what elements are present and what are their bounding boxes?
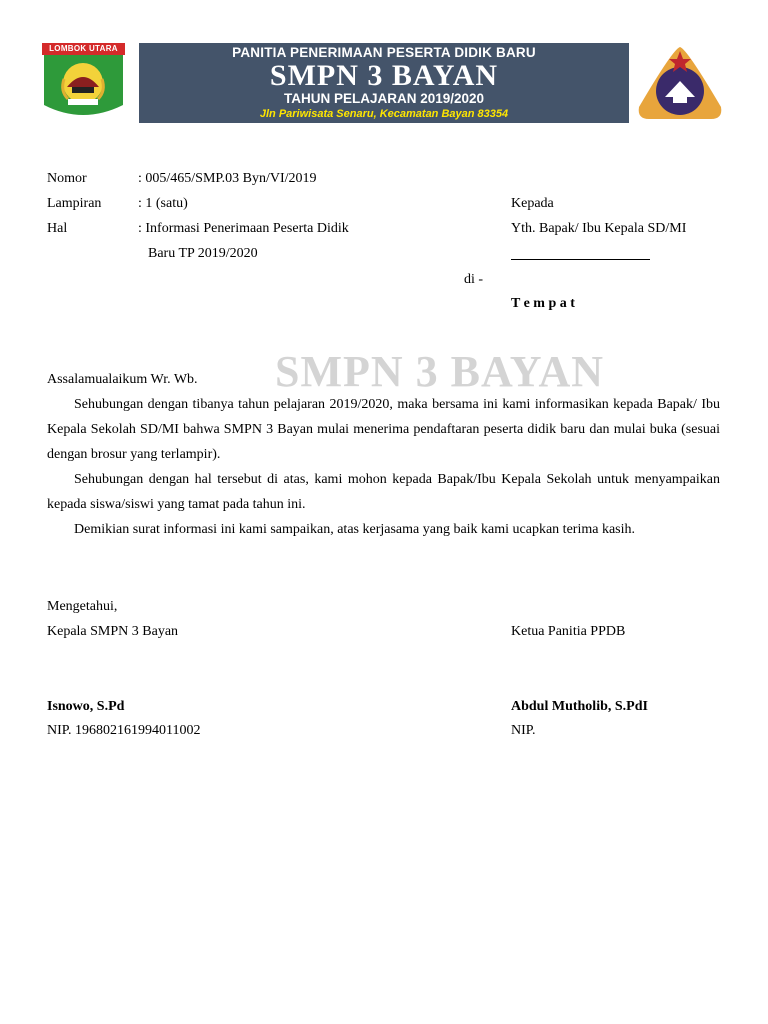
tempat-label: T e m p a t xyxy=(511,296,575,311)
recipient-blank-line xyxy=(511,259,650,260)
nomor-value: : 005/465/SMP.03 Byn/VI/2019 xyxy=(138,171,317,186)
left-signer-name: Isnowo, S.Pd xyxy=(47,699,125,714)
lampiran-value: : 1 (satu) xyxy=(138,196,188,211)
school-emblem-icon xyxy=(637,43,723,123)
logo-label: LOMBOK UTARA xyxy=(42,43,125,55)
header-banner xyxy=(139,43,629,123)
hal-value-line2: Baru TP 2019/2020 xyxy=(148,246,258,261)
recipient-yth: Yth. Bapak/ Ibu Kepala SD/MI xyxy=(511,221,687,236)
regional-emblem-icon xyxy=(42,43,125,123)
paragraph-1: Sehubungan dengan tibanya tahun pelajaran 2019/2020, maka bersama ini kami informasikan kepada Bapak/ Ibu Kepala Sekolah SD/MI bahwa SMPN 3 Bayan mulai menerima pendaftaran peserta didik baru dan mulai buka (sesuai dengan brosur yang terlampir). xyxy=(47,397,720,462)
school-name: SMPN 3 BAYAN xyxy=(269,59,499,92)
school-logo xyxy=(637,43,723,123)
right-signer-name: Abdul Mutholib, S.PdI xyxy=(511,699,648,714)
lombok-utara-logo xyxy=(42,43,125,123)
paragraph-3: Demikian surat informasi ini kami sampaikan, atas kerjasama yang baik kami ucapkan terima kasih. xyxy=(74,522,635,537)
di-label: di - xyxy=(464,272,484,287)
kepada-label: Kepada xyxy=(511,196,554,211)
paragraph-2: Sehubungan dengan hal tersebut di atas, kami mohon kepada Bapak/Ibu Kepala Sekolah untuk menyampaikan kepada siswa/siswi yang tamat pada tahun ini. xyxy=(47,472,720,512)
hal-value-line1: : Informasi Penerimaan Peserta Didik xyxy=(138,221,349,236)
left-signer-title: Kepala SMPN 3 Bayan xyxy=(47,624,179,639)
greeting: Assalamualaikum Wr. Wb. xyxy=(47,372,198,387)
nomor-label: Nomor xyxy=(47,171,87,186)
academic-year: TAHUN PELAJARAN 2019/2020 xyxy=(283,91,485,106)
right-signer-title: Ketua Panitia PPDB xyxy=(511,624,626,639)
watermark: SMPN 3 BAYAN xyxy=(275,347,605,396)
lampiran-label: Lampiran xyxy=(47,196,102,211)
hal-label: Hal xyxy=(47,221,68,236)
left-signer-nip: NIP. 196802161994011002 xyxy=(47,723,201,738)
committee-title: PANITIA PENERIMAAN PESERTA DIDIK BARU xyxy=(232,45,536,60)
mengetahui-label: Mengetahui, xyxy=(47,599,118,614)
right-signer-nip: NIP. xyxy=(511,723,536,738)
school-address: Jln Pariwisata Senaru, Kecamatan Bayan 83354 xyxy=(259,108,509,120)
